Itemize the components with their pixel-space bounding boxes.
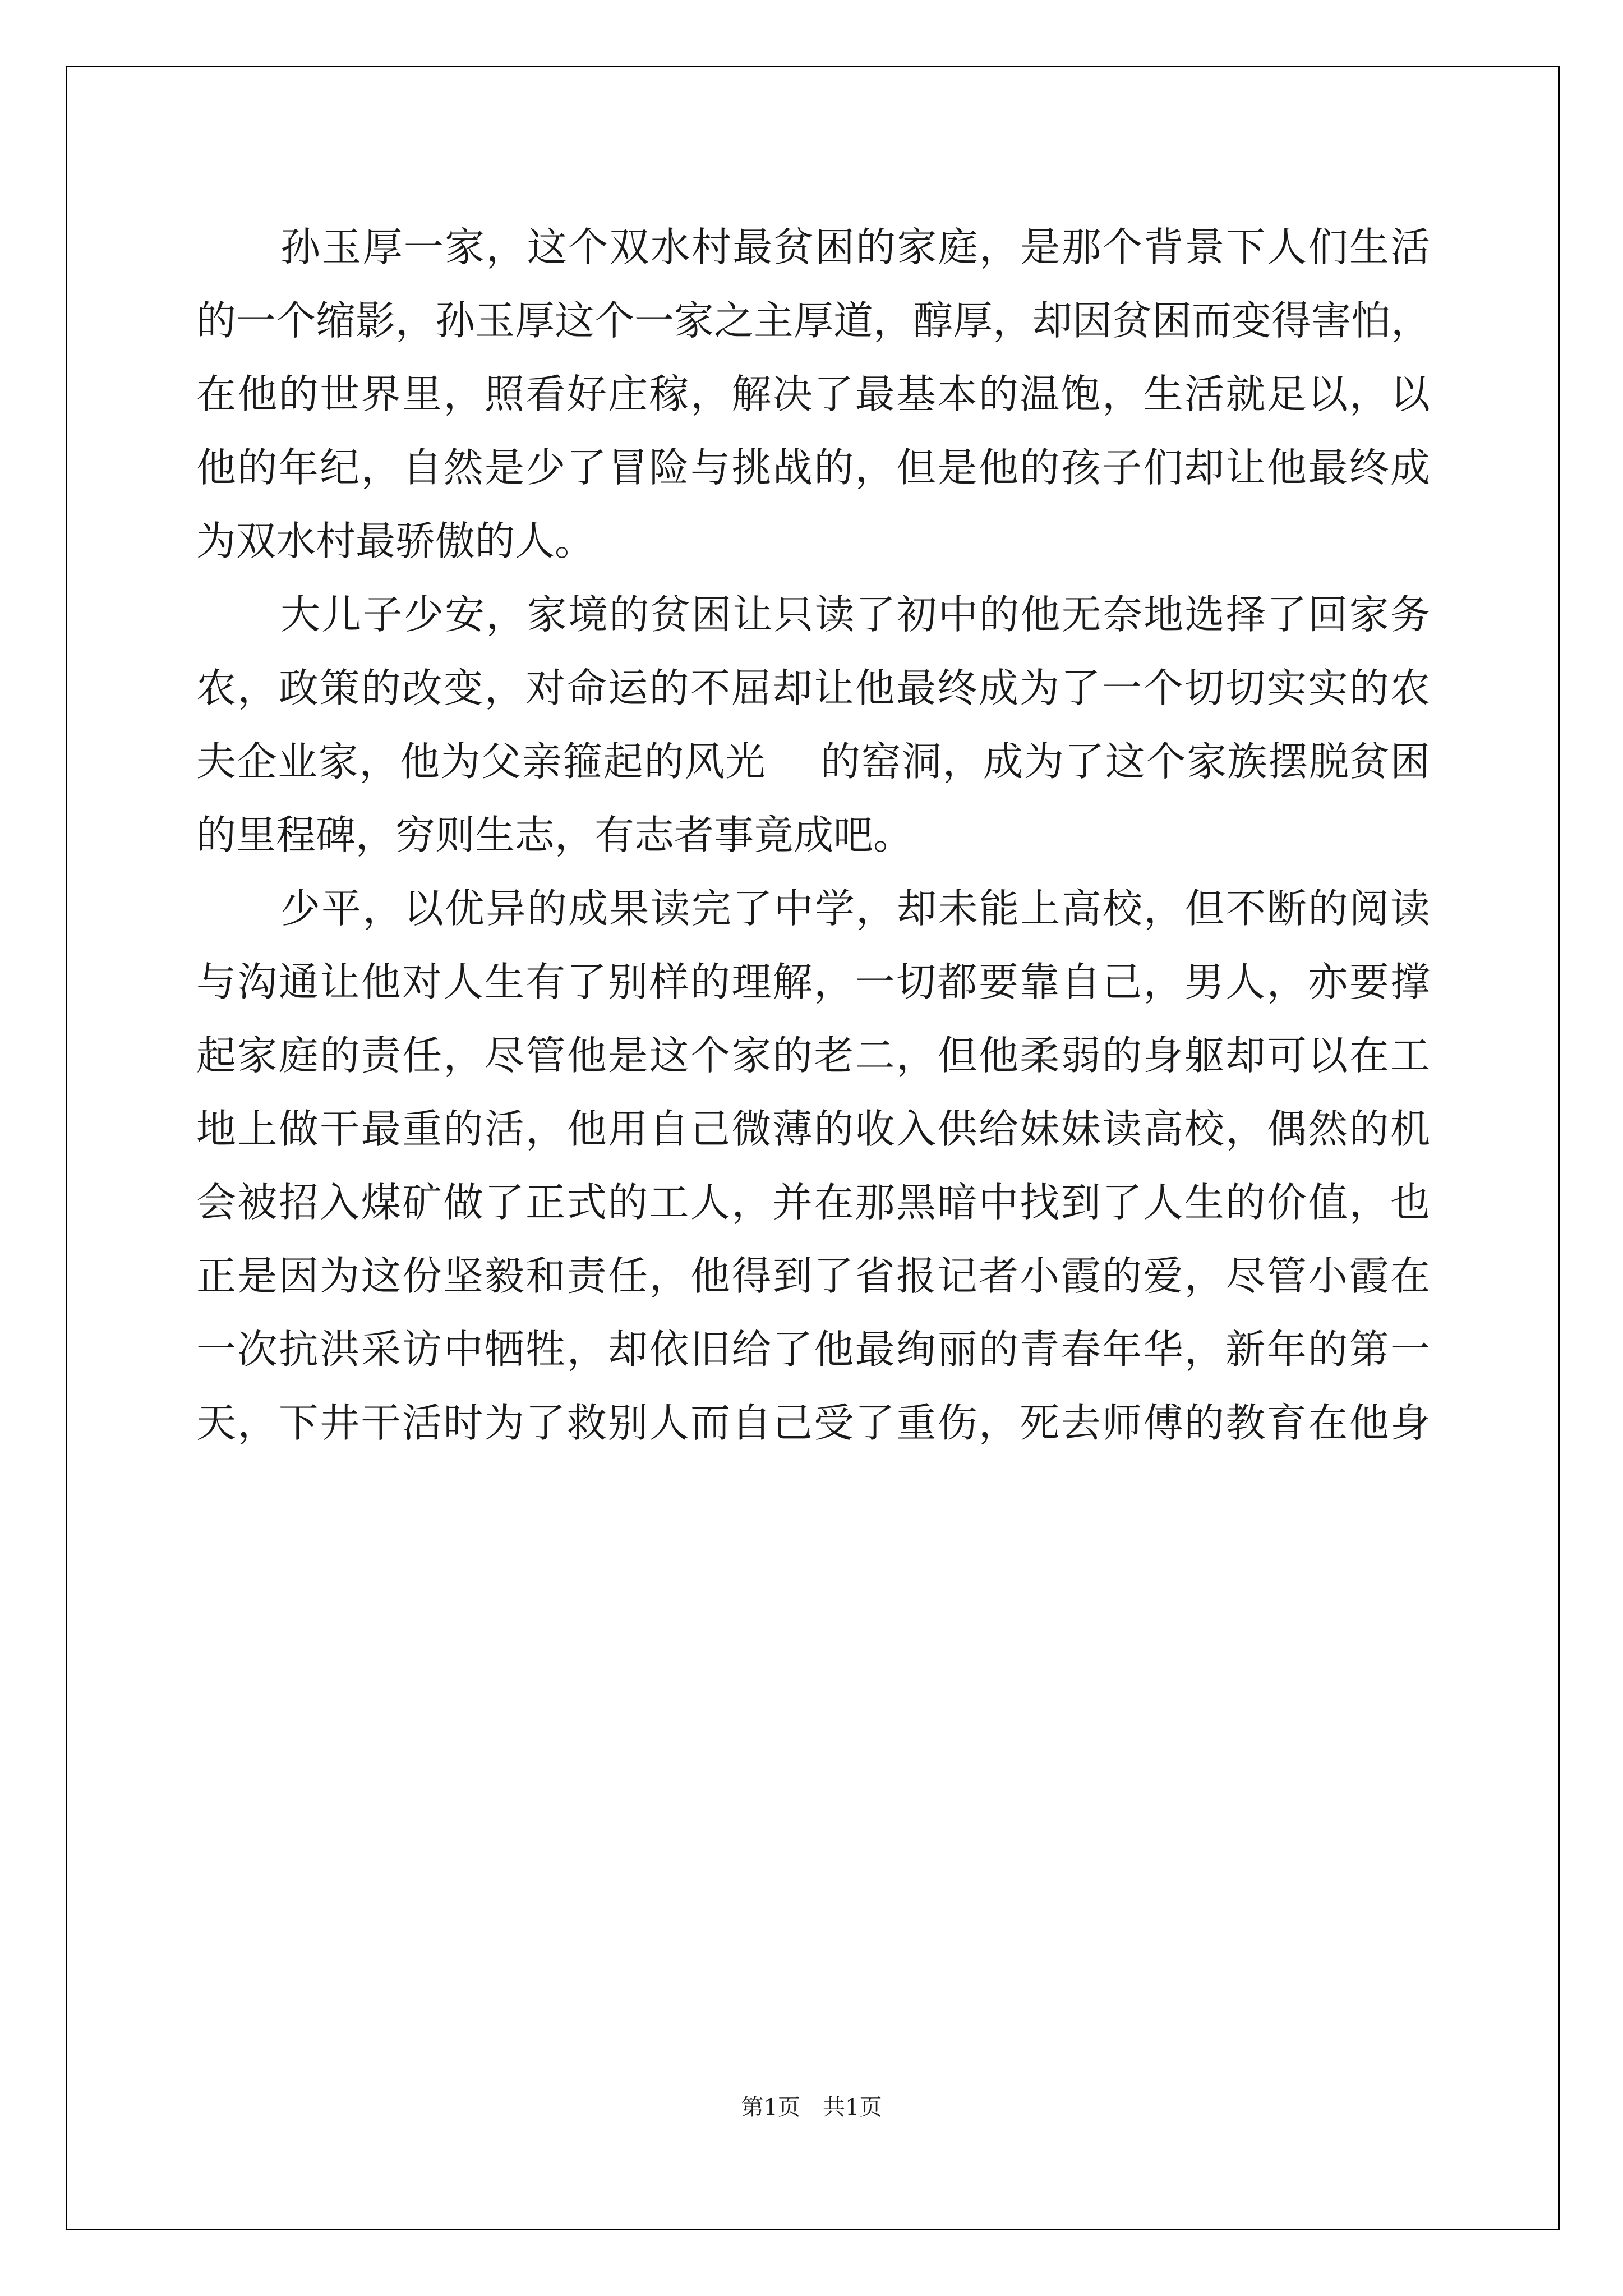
page-number-footer: 第1页 共1页 xyxy=(741,2095,882,2120)
paragraph-3 xyxy=(196,872,1430,1460)
text-line: 天，下井干活时为了救别人而自己受了重伤，死去师傅的教育在他身 xyxy=(196,1400,1430,1446)
text-line: 一次抗洪采访中牺牲，却依旧给了他最绚丽的青春年华，新年的第一 xyxy=(196,1326,1430,1373)
text-line: 正是因为这份坚毅和责任，他得到了省报记者小霞的爱，尽管小霞在 xyxy=(196,1253,1430,1299)
text-line: 起家庭的责任，尽管他是这个家的老二，但他柔弱的身躯却可以在工 xyxy=(196,1032,1430,1079)
text-line: 农，政策的改变，对命运的不屈却让他最终成为了一个切切实实的农 xyxy=(196,665,1430,711)
text-line: 与沟通让他对人生有了别样的理解，一切都要靠自己，男人，亦要撑 xyxy=(196,959,1430,1005)
text-line: 孙玉厚一家，这个双水村最贫困的家庭，是那个背景下人们生活 xyxy=(280,224,1430,270)
text-line: 大儿子少安，家境的贫困让只读了初中的他无奈地选择了回家务 xyxy=(280,591,1430,638)
paragraph-2 xyxy=(196,578,1430,872)
text-line: 在他的世界里，照看好庄稼，解决了最基本的温饱，生活就足以，以 xyxy=(196,371,1430,417)
text-line: 夫企业家，他为父亲箍起的风光 的窑洞，成为了这个家族摆脱贫困 xyxy=(196,738,1430,785)
text-line: 的一个缩影，孙玉厚这个一家之主厚道，醇厚，却因贫困而变得害怕， xyxy=(196,297,1431,344)
text-line: 少平，以优异的成果读完了中学，却未能上高校，但不断的阅读 xyxy=(280,885,1430,932)
text-line: 他的年纪，自然是少了冒险与挑战的，但是他的孩子们却让他最终成 xyxy=(196,444,1430,491)
text-line: 地上做干最重的活，他用自己微薄的收入供给妹妹读高校，偶然的机 xyxy=(196,1106,1430,1152)
paragraph-1 xyxy=(196,210,1430,578)
text-line: 会被招入煤矿做了正式的工人，并在那黑暗中找到了人生的价值，也 xyxy=(196,1179,1430,1226)
text-line: 的里程碑，穷则生志，有志者事竟成吧。 xyxy=(196,812,914,858)
document-body xyxy=(196,210,1430,1460)
text-line: 为双水村最骄傲的人。 xyxy=(196,518,595,564)
